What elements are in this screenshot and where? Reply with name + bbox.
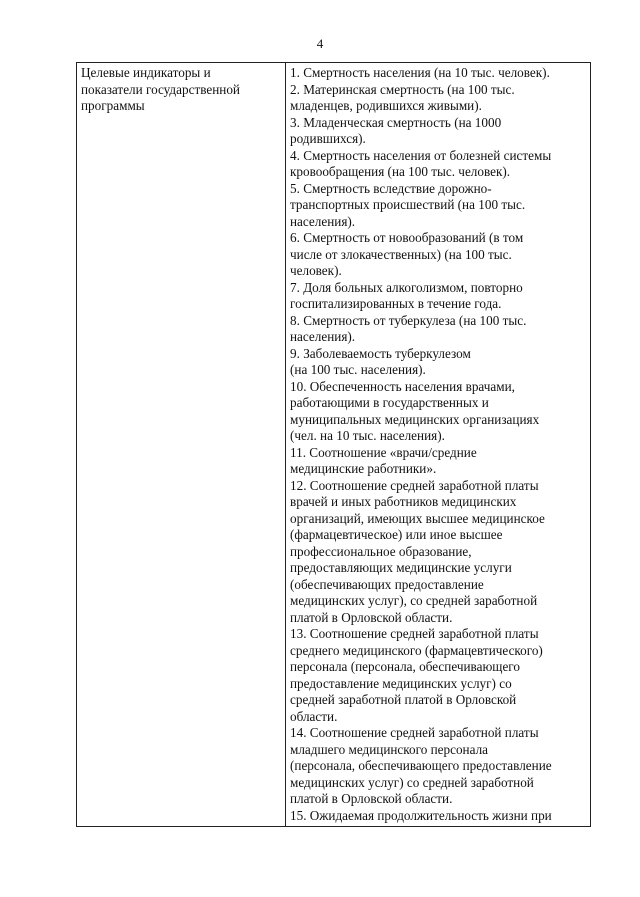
- indicator-item: [290, 230, 586, 280]
- indicator-item: [290, 82, 586, 115]
- indicator-line: медицинские работники».: [290, 461, 437, 476]
- indicator-item: [290, 445, 586, 478]
- indicator-line: (фармацевтическое) или иное высшее: [290, 527, 503, 542]
- indicator-line: 12. Соотношение средней заработной платы: [290, 477, 539, 493]
- indicator-line: области.: [290, 708, 338, 724]
- indicator-item: [290, 313, 586, 346]
- indicator-line: 4. Смертность населения от болезней системы: [290, 147, 552, 163]
- indicator-item: [290, 280, 586, 313]
- indicator-line: родившихся).: [290, 131, 366, 146]
- indicator-line: платой в Орловской области.: [290, 609, 453, 625]
- indicator-line: 10. Обеспеченность населения врачами,: [290, 378, 515, 394]
- program-passport-table: [76, 62, 591, 827]
- indicator-item: [290, 346, 586, 379]
- indicator-line: (обеспечивающих предоставление: [290, 576, 484, 592]
- indicator-item: [290, 115, 586, 148]
- indicator-line: платой в Орловской области.: [290, 791, 453, 806]
- indicator-line: госпитализированных в течение года.: [290, 296, 502, 311]
- indicator-line: предоставляющих медицинские услуги: [290, 560, 512, 575]
- indicator-line: 9. Заболеваемость туберкулезом: [290, 345, 471, 361]
- indicator-item: [290, 725, 586, 808]
- table-row: [77, 63, 591, 827]
- indicator-line: кровообращения (на 100 тыс. человек).: [290, 164, 511, 179]
- indicator-line: 2. Материнская смертность (на 100 тыс.: [290, 81, 515, 97]
- indicator-line: среднего медицинского (фармацевтического): [290, 642, 543, 658]
- indicator-line: 15. Ожидаемая продолжительность жизни при: [290, 807, 552, 823]
- indicator-line: человек).: [290, 263, 342, 278]
- indicator-line: младшего медицинского персонала: [290, 741, 488, 757]
- row-label-line: программы: [81, 98, 145, 113]
- page-number: 4: [316, 36, 324, 51]
- indicator-item: [290, 148, 586, 181]
- indicator-line: 8. Смертность от туберкулеза (на 100 тыс.: [290, 312, 527, 328]
- indicator-item: [290, 478, 586, 627]
- indicator-item: [290, 379, 586, 445]
- indicator-line: персонала (персонала, обеспечивающего: [290, 659, 520, 674]
- indicator-line: предоставление медицинских услуг) со: [290, 675, 512, 691]
- row-label-line: показатели государственной: [81, 81, 240, 97]
- indicator-line: муниципальных медицинских организациях: [290, 411, 540, 427]
- indicator-line: медицинских услуг) со средней заработной: [290, 774, 534, 790]
- indicator-item: [290, 626, 586, 725]
- indicator-line: работающими в государственных и: [290, 395, 489, 410]
- indicator-line: 1. Смертность населения (на 10 тыс. человек).: [290, 65, 550, 80]
- indicator-line: числе от злокачественных) (на 100 тыс.: [290, 246, 512, 262]
- indicator-line: 11. Соотношение «врачи/средние: [290, 444, 477, 460]
- indicator-line: 6. Смертность от новообразований (в том: [290, 230, 524, 245]
- indicator-line: младенцев, родившихся живыми).: [290, 98, 482, 113]
- indicator-line: организаций, имеющих высшее медицинское: [290, 510, 545, 526]
- indicator-line: населения).: [290, 329, 356, 344]
- row-label-cell: [77, 63, 286, 827]
- indicator-line: (персонала, обеспечивающего предоставление: [290, 758, 552, 773]
- indicator-line: населения).: [290, 213, 356, 229]
- indicator-line: медицинских услуг), со средней заработной: [290, 593, 538, 608]
- indicator-line: 7. Доля больных алкоголизмом, повторно: [290, 279, 523, 295]
- indicators-cell: [286, 63, 591, 827]
- indicator-line: 5. Смертность вследствие дорожно-: [290, 180, 492, 196]
- indicator-item: [290, 65, 586, 82]
- indicator-line: профессиональное образование,: [290, 543, 472, 559]
- indicator-line: (чел. на 10 тыс. населения).: [290, 428, 445, 443]
- indicator-line: 3. Младенческая смертность (на 1000: [290, 114, 502, 130]
- indicator-line: врачей и иных работников медицинских: [290, 494, 517, 509]
- indicator-line: (на 100 тыс. населения).: [290, 362, 426, 377]
- indicator-line: 13. Соотношение средней заработной платы: [290, 626, 539, 641]
- row-label-line: Целевые индикаторы и: [81, 65, 211, 80]
- indicator-list: [290, 65, 586, 826]
- indicator-line: транспортных происшествий (на 100 тыс.: [290, 197, 526, 212]
- indicator-line: средней заработной платой в Орловской: [290, 692, 517, 707]
- indicator-item: [290, 181, 586, 231]
- indicator-line: 14. Соотношение средней заработной платы: [290, 725, 539, 740]
- indicator-item: [290, 808, 586, 827]
